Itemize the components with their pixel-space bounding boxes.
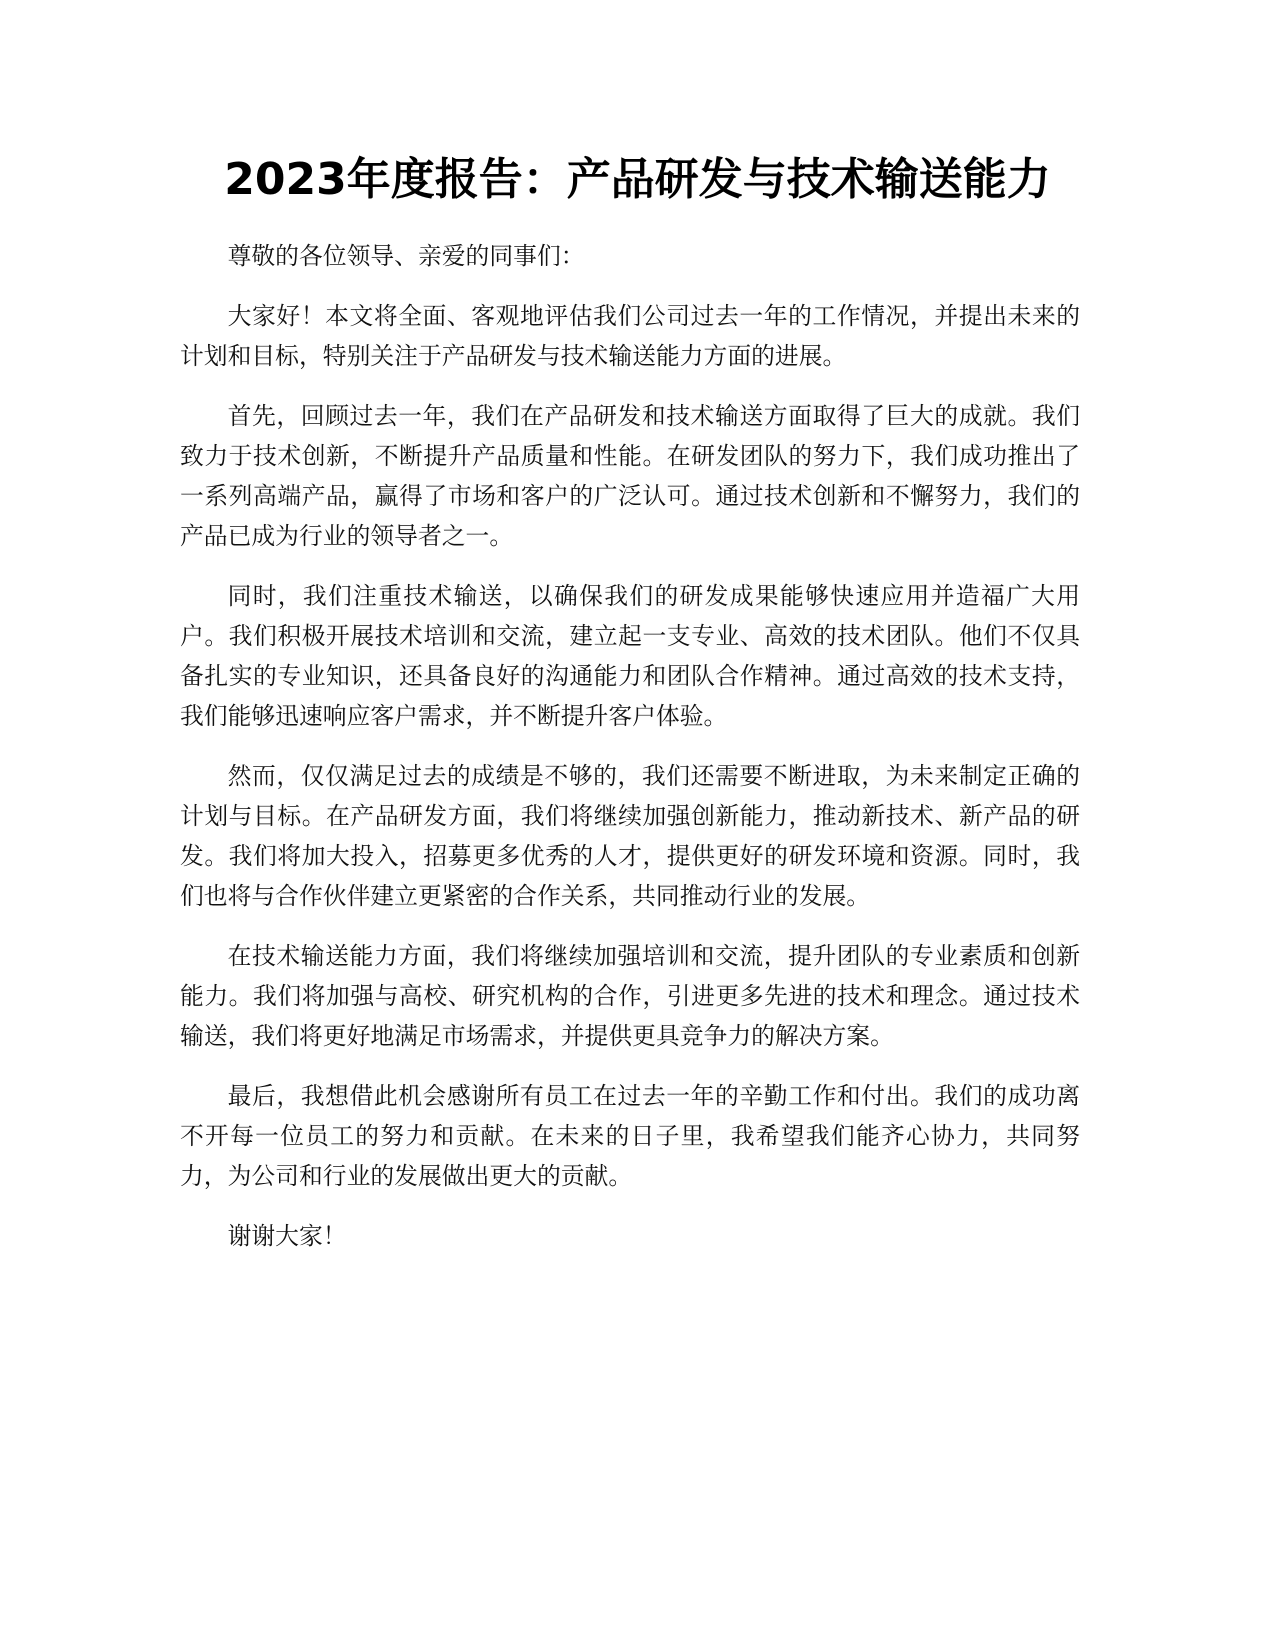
future-rnd-paragraph: 然而，仅仅满足过去的成绩是不够的，我们还需要不断进取，为未来制定正确的计划与目标。在产品研发方面，我们将继续加强创新能力，推动新技术、新产品的研发。我们将加大投入，招募更多优秀的人才，提供更好的研发环境和资源。同时，我们也将与合作伙伴建立更紧密的合作关系，共同推动行业的发展。 [180, 762, 1080, 910]
document-body [180, 236, 1080, 1276]
salutation-paragraph: 尊敬的各位领导、亲爱的同事们： [227, 242, 585, 270]
thanks-staff-paragraph: 最后，我想借此机会感谢所有员工在过去一年的辛勤工作和付出。我们的成功离不开每一位员工的努力和贡献。在未来的日子里，我希望我们能齐心协力，共同努力，为公司和行业的发展做出更大的贡献。 [180, 1082, 1080, 1190]
closing-paragraph: 谢谢大家！ [227, 1222, 347, 1250]
future-tech-transfer-paragraph: 在技术输送能力方面，我们将继续加强培训和交流，提升团队的专业素质和创新能力。我们将加强与高校、研究机构的合作，引进更多先进的技术和理念。通过技术输送，我们将更好地满足市场需求，并提供更具竞争力的解决方案。 [180, 942, 1080, 1050]
document-title: 2023年度报告：产品研发与技术输送能力 [224, 154, 1051, 205]
intro-paragraph: 大家好！本文将全面、客观地评估我们公司过去一年的工作情况，并提出未来的计划和目标，特别关注于产品研发与技术输送能力方面的进展。 [180, 302, 1080, 370]
tech-transfer-paragraph: 同时，我们注重技术输送，以确保我们的研发成果能够快速应用并造福广大用户。我们积极开展技术培训和交流，建立起一支专业、高效的技术团队。他们不仅具备扎实的专业知识，还具备良好的沟通能力和团队合作精神。通过高效的技术支持，我们能够迅速响应客户需求，并不断提升客户体验。 [180, 582, 1080, 730]
achievements-paragraph: 首先，回顾过去一年，我们在产品研发和技术输送方面取得了巨大的成就。我们致力于技术创新，不断提升产品质量和性能。在研发团队的努力下，我们成功推出了一系列高端产品，赢得了市场和客户的广泛认可。通过技术创新和不懈努力，我们的产品已成为行业的领导者之一。 [180, 402, 1080, 550]
